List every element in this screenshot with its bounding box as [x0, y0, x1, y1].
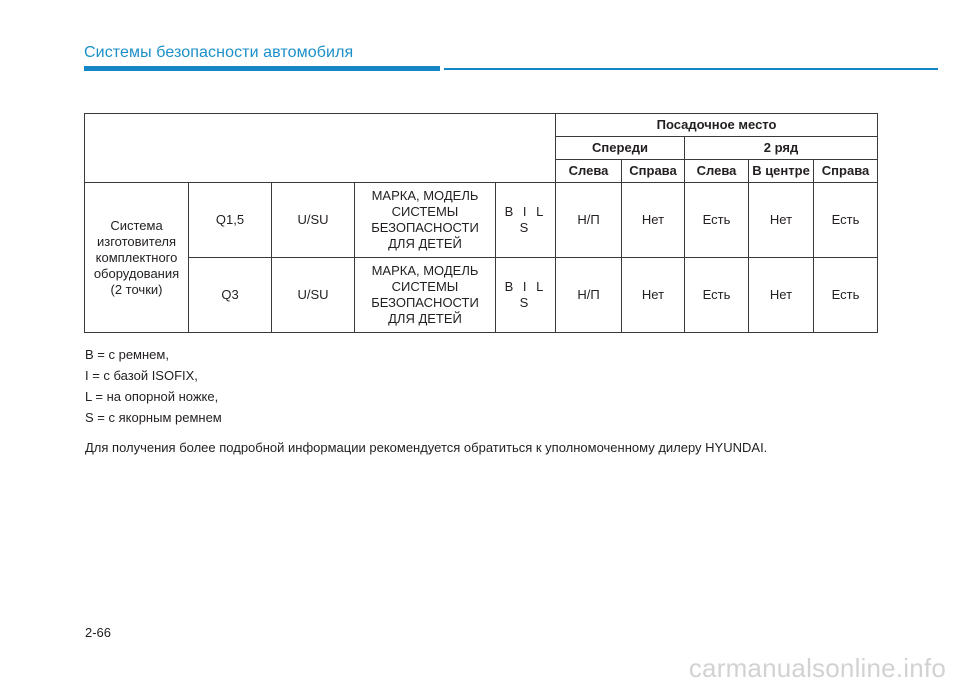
- seat-compatibility-table: [84, 113, 878, 333]
- rear-left-cell: Есть: [685, 183, 749, 258]
- approval-cell: U/SU: [272, 258, 355, 333]
- legend-item: B = с ремнем,: [85, 347, 169, 362]
- brand-cell: МАРКА, МОДЕЛЬ СИСТЕМЫ БЕЗОПАСНОСТИ ДЛЯ ДЕТЕЙ: [355, 258, 496, 333]
- front-left-cell: Н/П: [556, 258, 622, 333]
- table-row: [85, 258, 878, 333]
- dealer-note: Для получения более подробной информации рекомендуется обратиться к уполномоченному дилеру HYUNDAI.: [85, 440, 768, 455]
- col-front-right: Справа: [622, 160, 685, 183]
- watermark: carmanualsonline.info: [688, 653, 946, 683]
- weight-cell: Q1,5: [189, 183, 272, 258]
- seat-position-header: Посадочное место: [556, 114, 878, 137]
- rear-center-cell: Нет: [749, 183, 814, 258]
- front-left-cell: Н/П: [556, 183, 622, 258]
- table-row: [85, 183, 878, 258]
- section-title: Системы безопасности автомобиля: [84, 44, 354, 61]
- approval-cell: U/SU: [272, 183, 355, 258]
- col-front-left: Слева: [556, 160, 622, 183]
- type-cell: B I L S: [496, 183, 556, 258]
- front-header: Спереди: [556, 137, 685, 160]
- rear-center-cell: Нет: [749, 258, 814, 333]
- rear-right-cell: Есть: [814, 183, 878, 258]
- rear-left-cell: Есть: [685, 258, 749, 333]
- legend: [85, 344, 222, 428]
- legend-item: I = с базой ISOFIX,: [85, 368, 198, 383]
- row2-header: 2 ряд: [685, 137, 878, 160]
- col-rear-center: В центре: [749, 160, 814, 183]
- type-cell: B I L S: [496, 258, 556, 333]
- group-label: Система изготовителя комплектного оборудования (2 точки): [85, 183, 189, 333]
- rear-right-cell: Есть: [814, 258, 878, 333]
- page-number: 2-66: [85, 625, 112, 640]
- legend-item: S = с якорным ремнем: [85, 410, 222, 425]
- brand-cell: МАРКА, МОДЕЛЬ СИСТЕМЫ БЕЗОПАСНОСТИ ДЛЯ ДЕТЕЙ: [355, 183, 496, 258]
- header-rule-thin: [444, 68, 938, 70]
- col-rear-left: Слева: [685, 160, 749, 183]
- header-rule-thick: [84, 66, 440, 71]
- front-right-cell: Нет: [622, 183, 685, 258]
- table-corner-cell: [85, 114, 556, 183]
- front-right-cell: Нет: [622, 258, 685, 333]
- legend-item: L = на опорной ножке,: [85, 389, 219, 404]
- weight-cell: Q3: [189, 258, 272, 333]
- col-rear-right: Справа: [814, 160, 878, 183]
